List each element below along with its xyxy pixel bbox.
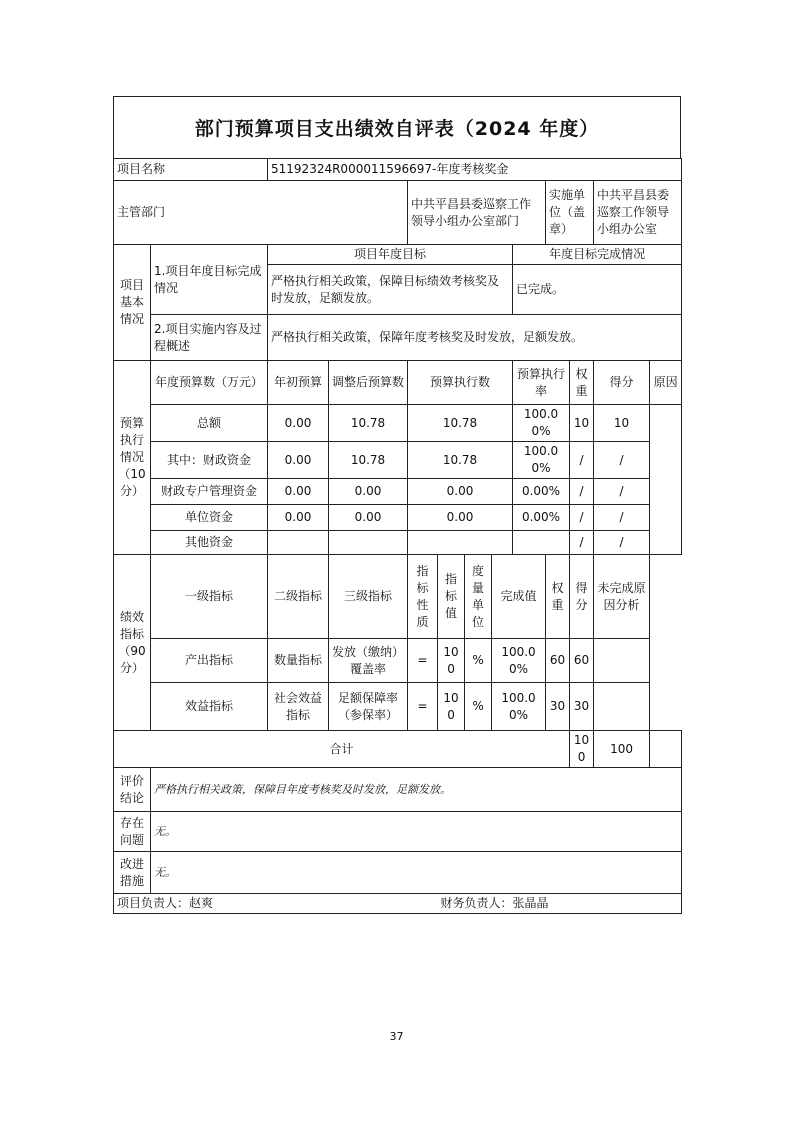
budget-adjusted: 0.00 bbox=[329, 479, 408, 505]
budget-adjusted: 10.78 bbox=[329, 405, 408, 442]
perf-weight-header: 权重 bbox=[546, 555, 570, 639]
page-number: 37 bbox=[389, 1030, 404, 1043]
department-row bbox=[114, 181, 682, 245]
level2-cell: 社会效益指标 bbox=[268, 683, 329, 731]
value-header: 指标值 bbox=[438, 555, 465, 639]
budget-section-label: 预算执行情况（10分） bbox=[114, 361, 151, 555]
basic-header-row bbox=[114, 245, 682, 265]
impl-unit-value: 中共平昌县委巡察工作领导小组办公室 bbox=[594, 181, 682, 245]
basic-row2-value: 严格执行相关政策，保障年度考核奖及时发放，足额发放。 bbox=[268, 315, 682, 361]
level1-cell: 产出指标 bbox=[151, 639, 268, 683]
total-label: 合计 bbox=[114, 731, 570, 768]
budget-item: 其他资金 bbox=[151, 531, 268, 555]
basic-section-label: 项目基本情况 bbox=[114, 245, 151, 361]
basic-row2-label: 2.项目实施内容及过程概述 bbox=[151, 315, 268, 361]
budget-executed-header: 预算执行数 bbox=[408, 361, 513, 405]
budget-row bbox=[114, 531, 682, 555]
budget-row bbox=[114, 405, 682, 442]
perf-reason-header: 未完成原因分析 bbox=[594, 555, 650, 639]
performance-row bbox=[114, 683, 682, 731]
budget-executed: 10.78 bbox=[408, 442, 513, 479]
value-cell: 100 bbox=[438, 639, 465, 683]
budget-executed bbox=[408, 531, 513, 555]
nature-cell: = bbox=[408, 639, 438, 683]
budget-weight: / bbox=[570, 531, 594, 555]
budget-weight: 10 bbox=[570, 405, 594, 442]
level3-cell: 发放（缴纳）覆盖率 bbox=[329, 639, 408, 683]
department-label: 主管部门 bbox=[114, 181, 408, 245]
budget-row bbox=[114, 505, 682, 531]
budget-reason-header: 原因 bbox=[650, 361, 682, 405]
performance-section-label: 绩效指标（90分） bbox=[114, 555, 151, 731]
nature-header: 指标性质 bbox=[408, 555, 438, 639]
finance-owner: 财务负责人：张晶晶 bbox=[438, 894, 682, 914]
impl-unit-label: 实施单位（盖章） bbox=[546, 181, 594, 245]
level1-cell: 效益指标 bbox=[151, 683, 268, 731]
budget-reason bbox=[650, 405, 682, 555]
budget-adjusted-header: 调整后预算数 bbox=[329, 361, 408, 405]
level1-header: 一级指标 bbox=[151, 555, 268, 639]
perf-weight-cell: 30 bbox=[546, 683, 570, 731]
budget-score: 10 bbox=[594, 405, 650, 442]
budget-weight-header: 权重 bbox=[570, 361, 594, 405]
completed-header: 完成值 bbox=[492, 555, 546, 639]
total-weight: 100 bbox=[570, 731, 594, 768]
project-name-value: 51192324R000011596697-年度考核奖金 bbox=[268, 159, 682, 181]
budget-initial bbox=[268, 531, 329, 555]
budget-item-header: 年度预算数（万元） bbox=[151, 361, 268, 405]
budget-row bbox=[114, 479, 682, 505]
perf-score-cell: 30 bbox=[570, 683, 594, 731]
budget-adjusted bbox=[329, 531, 408, 555]
budget-initial-header: 年初预算 bbox=[268, 361, 329, 405]
perf-weight-cell: 60 bbox=[546, 639, 570, 683]
budget-score-header: 得分 bbox=[594, 361, 650, 405]
basic-row2 bbox=[114, 315, 682, 361]
budget-rate: 0.00% bbox=[513, 479, 570, 505]
budget-initial: 0.00 bbox=[268, 405, 329, 442]
level3-header: 三级指标 bbox=[329, 555, 408, 639]
budget-adjusted: 10.78 bbox=[329, 442, 408, 479]
unit-cell: % bbox=[465, 639, 492, 683]
level3-cell: 足额保障率（参保率） bbox=[329, 683, 408, 731]
project-owner: 项目负责人：赵爽 bbox=[114, 894, 438, 914]
budget-weight: / bbox=[570, 442, 594, 479]
self-evaluation-table bbox=[113, 158, 682, 914]
perf-reason-cell bbox=[594, 639, 650, 683]
budget-initial: 0.00 bbox=[268, 479, 329, 505]
level2-header: 二级指标 bbox=[268, 555, 329, 639]
problems-row bbox=[114, 812, 682, 852]
conclusion-value: 严格执行相关政策，保障目年度考核奖及时发放，足额发放。 bbox=[151, 768, 682, 812]
basic-row1-label: 1.项目年度目标完成情况 bbox=[151, 245, 268, 315]
problems-value: 无。 bbox=[151, 812, 682, 852]
budget-rate bbox=[513, 531, 570, 555]
budget-score: / bbox=[594, 479, 650, 505]
budget-score: / bbox=[594, 442, 650, 479]
budget-row bbox=[114, 442, 682, 479]
measures-label: 改进措施 bbox=[114, 852, 151, 894]
budget-weight: / bbox=[570, 505, 594, 531]
project-name-label: 项目名称 bbox=[114, 159, 268, 181]
title-box bbox=[113, 96, 681, 158]
basic-row1-completion: 已完成。 bbox=[513, 265, 682, 315]
measures-row bbox=[114, 852, 682, 894]
budget-rate: 100.00% bbox=[513, 405, 570, 442]
budget-score: / bbox=[594, 505, 650, 531]
performance-row bbox=[114, 639, 682, 683]
performance-header-row bbox=[114, 555, 682, 639]
level2-cell: 数量指标 bbox=[268, 639, 329, 683]
value-cell: 100 bbox=[438, 683, 465, 731]
target-header: 项目年度目标 bbox=[268, 245, 513, 265]
total-row bbox=[114, 731, 682, 768]
total-score: 100 bbox=[594, 731, 650, 768]
unit-cell: % bbox=[465, 683, 492, 731]
page-title: 部门预算项目支出绩效自评表（2024 年度） bbox=[194, 118, 600, 140]
measures-value: 无。 bbox=[151, 852, 682, 894]
unit-header: 度量单位 bbox=[465, 555, 492, 639]
perf-score-cell: 60 bbox=[570, 639, 594, 683]
budget-weight: / bbox=[570, 479, 594, 505]
budget-item: 其中：财政资金 bbox=[151, 442, 268, 479]
budget-initial: 0.00 bbox=[268, 505, 329, 531]
perf-reason-cell bbox=[594, 683, 650, 731]
project-name-row bbox=[114, 159, 682, 181]
budget-item: 单位资金 bbox=[151, 505, 268, 531]
perf-score-header: 得分 bbox=[570, 555, 594, 639]
budget-rate: 100.00% bbox=[513, 442, 570, 479]
problems-label: 存在问题 bbox=[114, 812, 151, 852]
footer-row bbox=[114, 894, 682, 914]
completed-cell: 100.00% bbox=[492, 639, 546, 683]
budget-header-row bbox=[114, 361, 682, 405]
conclusion-label: 评价结论 bbox=[114, 768, 151, 812]
conclusion-row bbox=[114, 768, 682, 812]
budget-score: / bbox=[594, 531, 650, 555]
department-value: 中共平昌县委巡察工作领导小组办公室部门 bbox=[408, 181, 546, 245]
total-reason bbox=[650, 731, 682, 768]
nature-cell: = bbox=[408, 683, 438, 731]
completed-cell: 100.00% bbox=[492, 683, 546, 731]
budget-executed: 0.00 bbox=[408, 479, 513, 505]
budget-item: 财政专户管理资金 bbox=[151, 479, 268, 505]
budget-rate: 0.00% bbox=[513, 505, 570, 531]
budget-executed: 0.00 bbox=[408, 505, 513, 531]
budget-adjusted: 0.00 bbox=[329, 505, 408, 531]
budget-initial: 0.00 bbox=[268, 442, 329, 479]
budget-item: 总额 bbox=[151, 405, 268, 442]
budget-executed: 10.78 bbox=[408, 405, 513, 442]
completion-header: 年度目标完成情况 bbox=[513, 245, 682, 265]
basic-row1-target: 严格执行相关政策，保障目标绩效考核奖及时发放，足额发放。 bbox=[268, 265, 513, 315]
budget-rate-header: 预算执行率 bbox=[513, 361, 570, 405]
